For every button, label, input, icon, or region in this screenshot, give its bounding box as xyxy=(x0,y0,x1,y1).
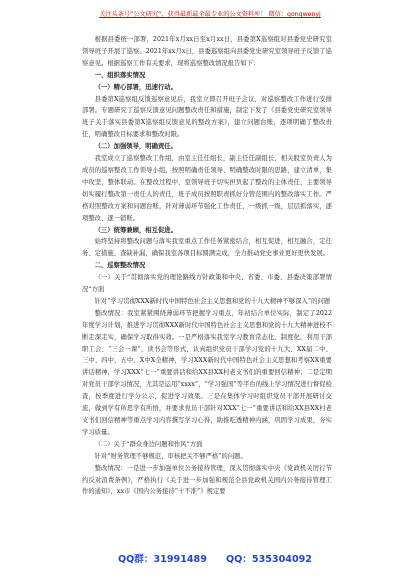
section-heading: 一、组织落实情况 xyxy=(94,71,146,79)
body-paragraph: 整改情况：我室紧紧围绕薄弱环节把握学习重点，年初结合单位实际，制定了2022年度学习计划，推进学习贯彻XXX新时代中国特色社会主义思想和党的十九大精神进校不断走深走实，确保学习取得实效。一是严格落实我室学习教育常态化、制度化，利用干部职工会、“三会一课”，读书会等形式，认真组织党员干部学习党的十九大、XX届二中、三中、四中、五中、X中X全精神，学习XXX新时代中国特色社会主义思想和考察XX重要讲话精神，学习XXX“七一”重要讲话和给XX县XX村老支书们的重要回信精神；二是定期对党员干部学习情况，尤其是运用“xxxx”、“学习强国”等平台的线上学习情况进行督促检查，按季度进行学分公示，促进学习效果。三是在集体学习时组织党员干部开展研讨交流，做到学有所思学有所悟，并要求党员干部针对XXX“七一”重要讲话和给XX县XX村老支书们回信精神等重点学习内容撰写学习心得，助推吃透精神内涵，巩固学习成果，夯实学习质量。 xyxy=(82,309,332,436)
qq-group-number: QQ群：31991489 xyxy=(118,554,207,565)
footer-contact xyxy=(0,552,408,568)
body-paragraph: 我室成立了巡察整改工作组，由室主任任组长，副主任任副组长，相关股室负责人为成员的巡察整改工作领导小组，按照明确责任领导、明确整改时限的思路，建立清单，集中攻坚，整体联动。在整改过程中，室领导班子切实担负起了整改的主体责任，主要领导切实履行整改第一责任人的责任，班子成员按照职责抓好分管范围内的整改落实工作。严格对照整改方案和问题台账，针对薄弱环节强化工作责任，一级抓一级，层层抓落实，逐项整改、逐一销账。 xyxy=(82,155,332,222)
body-paragraph: 始终坚持将整改问题与落实我室重点工作任务紧密结合，相互促进，相互融合，定任务、定措施、查缺补漏，确保我室各项目标圆满完成，全力推动党史事业更好更快发展。 xyxy=(82,238,332,258)
body-paragraph: 针对“财务管理不够规范，审核把关不够严格”的问题。 xyxy=(94,452,247,460)
subsection-heading: （二）关于“群众身边问题和作风”方面 xyxy=(94,440,203,448)
section-heading: （二）加强领导，明确责任。 xyxy=(94,143,177,151)
subsection-heading: （一）关于“贯彻落实党的理论路线方针政策和中央、省委、市委、县委决策部署情况”方面 xyxy=(82,274,332,294)
qq-number: QQ：535304092 xyxy=(226,554,312,565)
promo-banner-link[interactable]: 关注头条号“公文研究”，获得最新最全最专业的公文资料库！ 微信：gongwenyj xyxy=(99,11,321,18)
section-heading: （一）精心部署，迅速行动。 xyxy=(94,83,177,91)
body-paragraph: 根据县委统一部署，2021年x月xx日至x月xx日，县委第X巡察组对县委党史研究室领导班子开展了巡察。2021年xx月x日，县委巡察组向县委党史研究室领导班子反馈了巡察意见。根据巡察工作有关要求，现将巡察整改情况报告如下： xyxy=(82,36,332,67)
body-paragraph: 县委第X巡察组反馈巡察意见后，我室立即召开班子会议，对巡察整改工作进行安排部署。专题研究了巡察反馈意见问题整改责任和措施，制定下发了《县委党史研究室领导班子关于落实县委第X巡察组反馈意见的整改方案》，建立问题台账，逐项明确了整改责任，明确整改目标要求和整改时限。 xyxy=(82,95,332,139)
body-paragraph: 整改情况：一是进一步加强单位公务接待管理，深入贯彻落实中央《党政机关厉行节约反对浪费条例》，严格执行《关于进一步加强和规范全县党政机关国内公务接待管理工作的通知》，xx市《国内公务接待“十不准”》规定要 xyxy=(82,464,332,496)
document-body xyxy=(82,34,332,498)
body-paragraph: 针对“学习贯彻XXX新时代中国特色社会主义思想和党的十九大精神不够深入”的问题 xyxy=(94,297,331,305)
section-heading: 二、巡察整改情况 xyxy=(94,262,146,270)
section-heading: （三）统筹兼顾，相互促进。 xyxy=(94,226,177,234)
